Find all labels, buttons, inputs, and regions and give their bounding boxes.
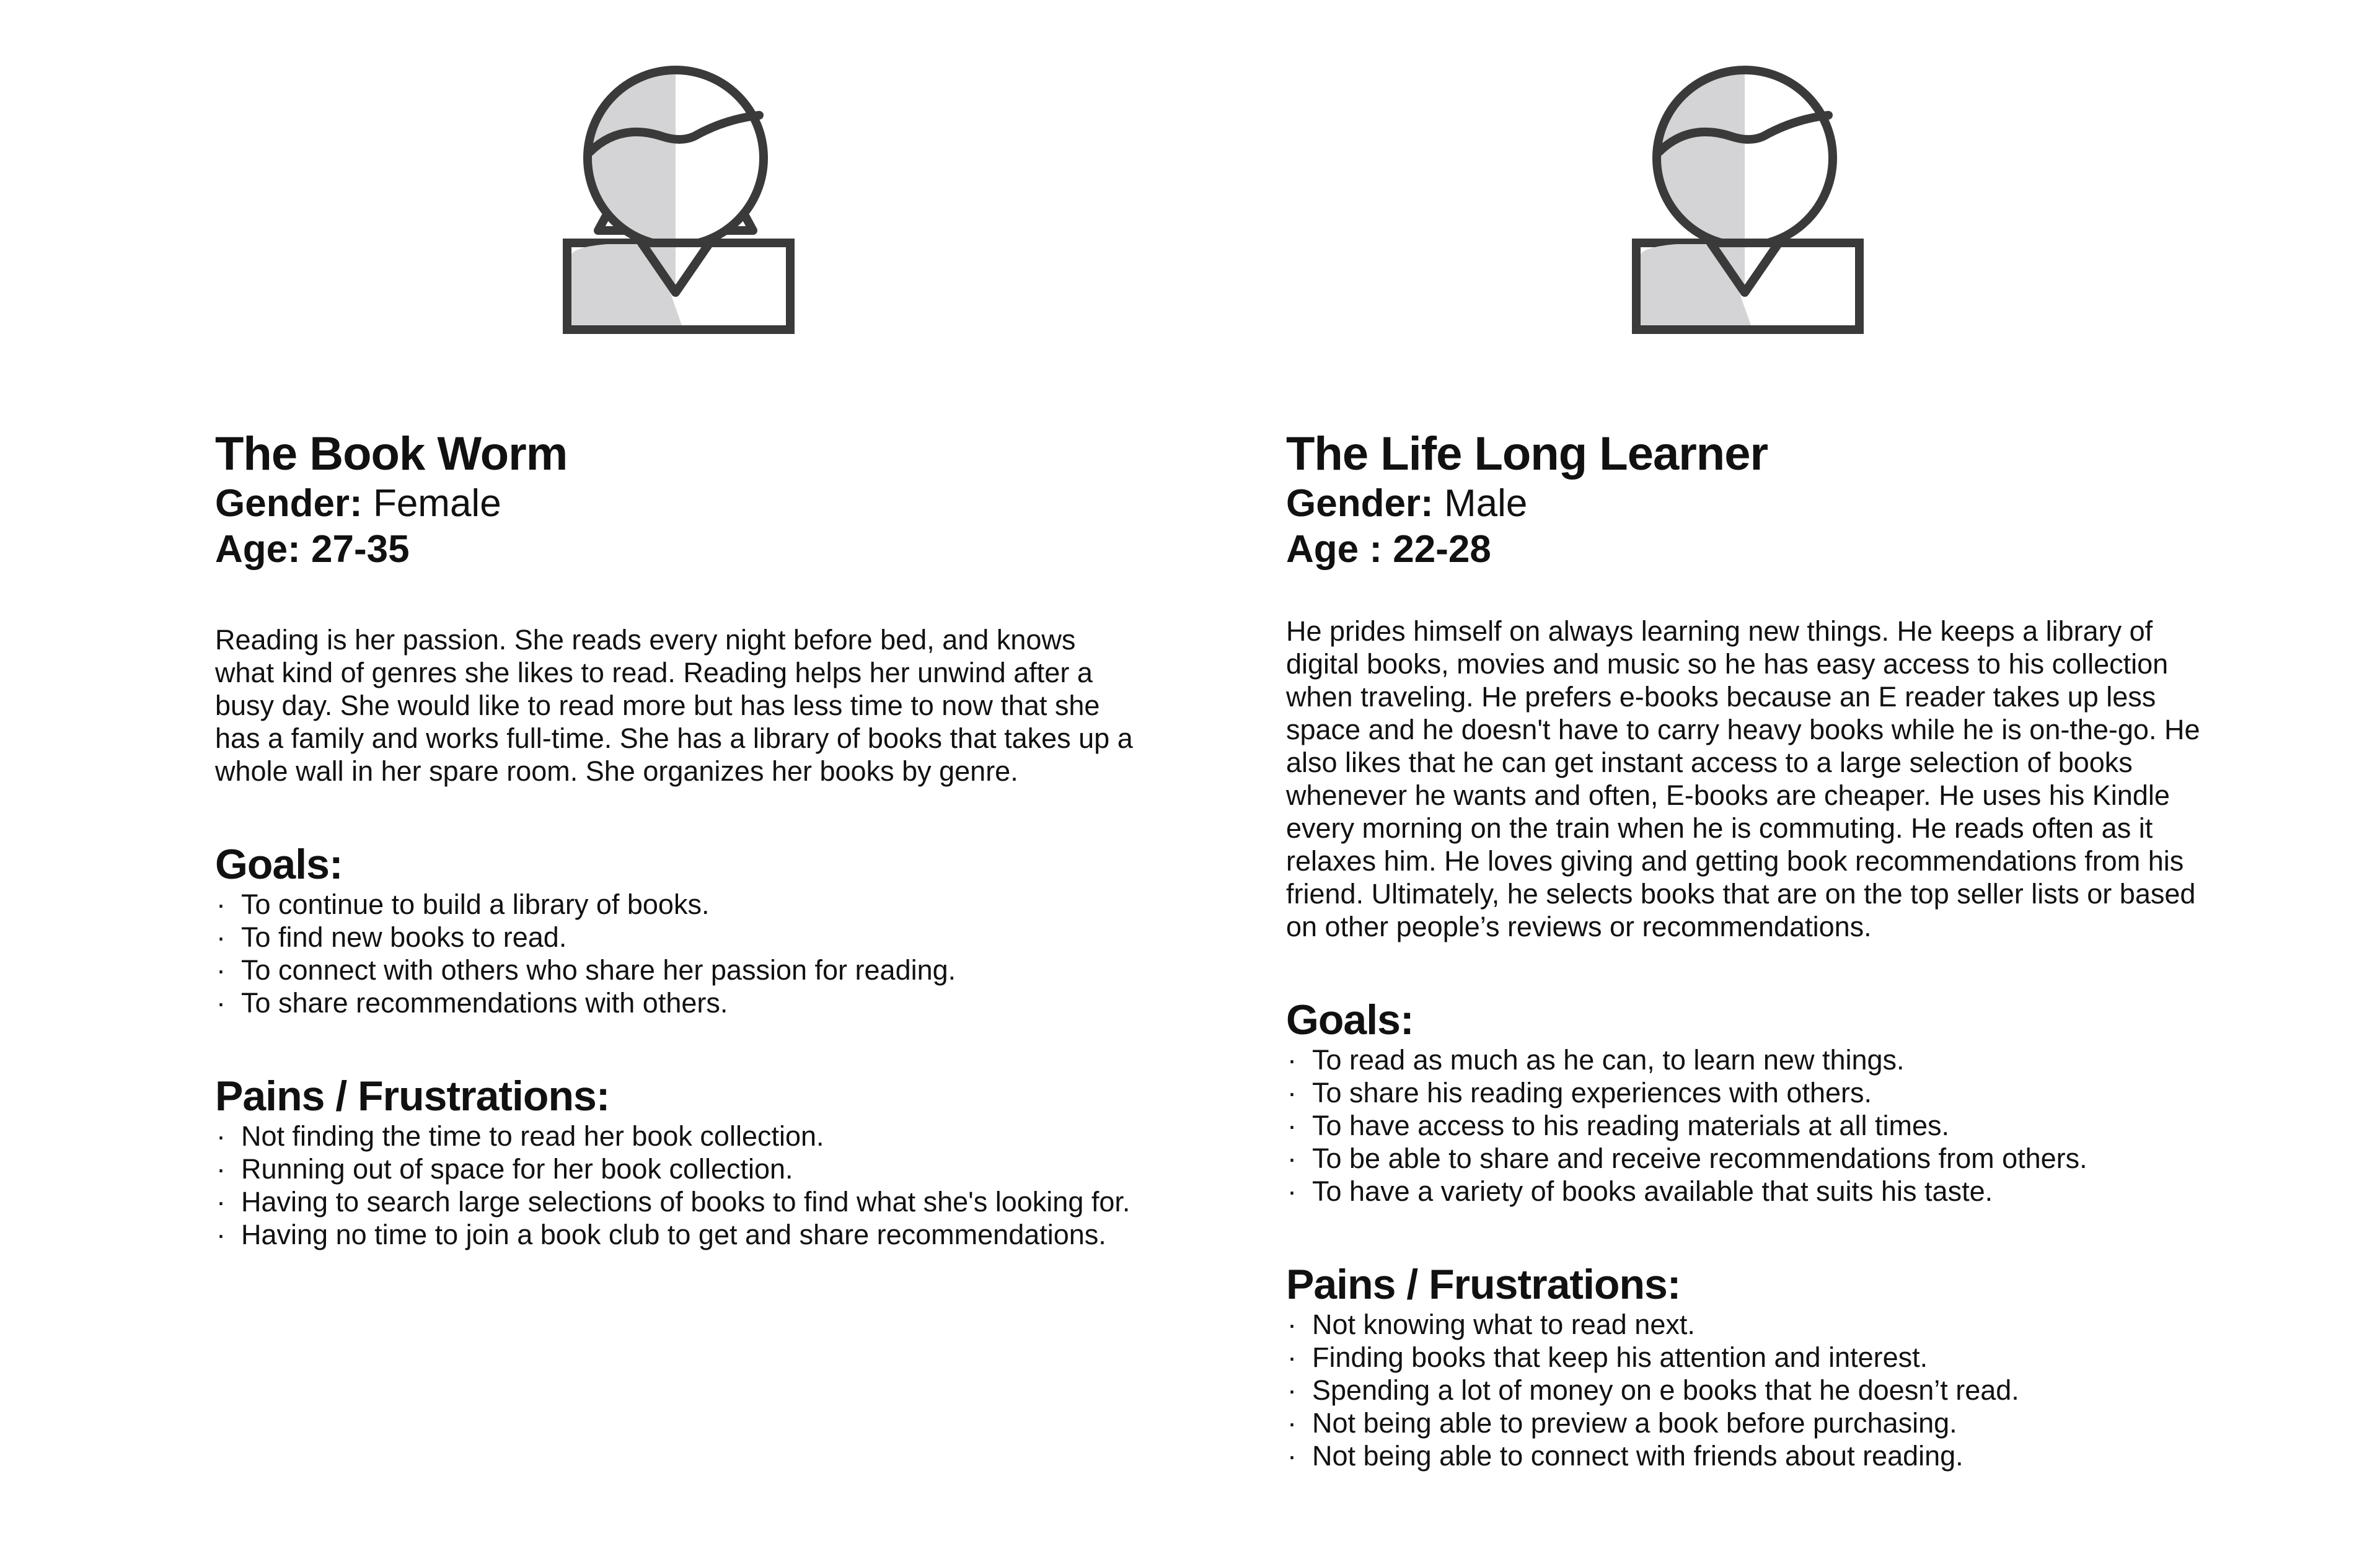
goal-text: To have a variety of books available that suits his taste. bbox=[1312, 1175, 1993, 1207]
list-item bbox=[215, 1218, 1146, 1251]
gender-row bbox=[215, 481, 1145, 527]
age-value: 22-28 bbox=[1393, 528, 1491, 571]
persona-name: The Book Worm bbox=[215, 428, 568, 480]
list-item bbox=[1286, 1076, 2217, 1109]
pains-list bbox=[1286, 1308, 2216, 1472]
bullet-icon: · bbox=[216, 1186, 226, 1218]
bullet-icon: · bbox=[1287, 1309, 1297, 1340]
bullet-icon: · bbox=[1287, 1077, 1297, 1108]
persona-bio: He prides himself on always learning new things. He keeps a library of digital books, movies and music so he has easy access to his collection when traveling. He prefers e-books because an E reader takes up less space and he doesn't have to carry heavy books while he is on-the-go. He also likes that he can get instant access to a large selection of books whenever he wants and often, E-books are cheaper. He uses his Kindle every morning on the train when he is commuting. He reads often as it relaxes him. He loves giving and getting book recommendations from his friend. Ultimately, he selects books that are on the top seller lists or based on other people’s reviews or recommendations. bbox=[1286, 615, 2200, 942]
pains-list bbox=[215, 1120, 1145, 1251]
persona-bio: Reading is her passion. She reads every night before bed, and knows what kind of genres she likes to read. Reading helps her unwind after a busy day. She would like to read more but has less time to now that she has a family and works full-time. She has a library of books that takes up a whole wall in her spare room. She organizes her books by genre. bbox=[215, 624, 1133, 787]
gender-value: Female bbox=[372, 482, 501, 525]
bullet-icon: · bbox=[1287, 1143, 1297, 1174]
persona-card-book-worm bbox=[0, 0, 1133, 1554]
list-item bbox=[1286, 1043, 2217, 1076]
bullet-icon: · bbox=[1287, 1044, 1297, 1076]
goal-text: To connect with others who share her passion for reading. bbox=[241, 954, 956, 986]
pain-text: Not finding the time to read her book collection. bbox=[241, 1120, 824, 1152]
persona-details bbox=[215, 428, 1145, 1251]
list-item bbox=[215, 921, 1146, 954]
gender-row bbox=[1286, 481, 2216, 527]
list-item bbox=[1286, 1308, 2217, 1341]
age-label: Age : bbox=[1286, 528, 1382, 571]
pains-section bbox=[215, 1073, 1145, 1251]
age-row bbox=[215, 527, 1145, 573]
pains-heading: Pains / Frustrations: bbox=[1286, 1261, 1681, 1308]
bullet-icon: · bbox=[216, 987, 226, 1019]
pain-text: Spending a lot of money on e books that he doesn’t read. bbox=[1312, 1374, 2019, 1406]
list-item bbox=[215, 954, 1146, 986]
pain-text: Having no time to join a book club to get and share recommendations. bbox=[241, 1219, 1106, 1250]
goals-section bbox=[1286, 996, 2216, 1208]
list-item bbox=[215, 1152, 1146, 1185]
persona-details bbox=[1286, 428, 2216, 1472]
bullet-icon: · bbox=[216, 954, 226, 986]
gender-label: Gender: bbox=[215, 482, 363, 525]
list-item bbox=[215, 1185, 1146, 1218]
list-item bbox=[215, 1120, 1146, 1152]
bullet-icon: · bbox=[1287, 1440, 1297, 1472]
goal-text: To read as much as he can, to learn new things. bbox=[1312, 1044, 1905, 1076]
goals-list bbox=[215, 888, 1145, 1019]
bullet-icon: · bbox=[1287, 1110, 1297, 1141]
male-user-icon bbox=[1608, 50, 1881, 341]
list-item bbox=[215, 888, 1146, 921]
goals-heading: Goals: bbox=[1286, 996, 1414, 1043]
goal-text: To continue to build a library of books. bbox=[241, 889, 710, 920]
bullet-icon: · bbox=[1287, 1175, 1297, 1207]
persona-card-life-long-learner bbox=[1075, 0, 2200, 1554]
bullet-icon: · bbox=[1287, 1407, 1297, 1439]
goals-section bbox=[215, 841, 1145, 1019]
list-item bbox=[1286, 1407, 2217, 1439]
goal-text: To be able to share and receive recommendations from others. bbox=[1312, 1143, 2087, 1174]
list-item bbox=[1286, 1439, 2217, 1472]
bullet-icon: · bbox=[216, 889, 226, 920]
female-user-icon bbox=[539, 50, 812, 341]
list-item bbox=[1286, 1175, 2217, 1208]
goal-text: To share recommendations with others. bbox=[241, 987, 728, 1019]
bullet-icon: · bbox=[216, 1153, 226, 1185]
list-item bbox=[1286, 1142, 2217, 1175]
list-item bbox=[1286, 1374, 2217, 1407]
goals-list bbox=[1286, 1043, 2216, 1208]
age-row bbox=[1286, 527, 2216, 573]
goal-text: To have access to his reading materials at all times. bbox=[1312, 1110, 1949, 1141]
pains-section bbox=[1286, 1261, 2216, 1472]
gender-value: Male bbox=[1443, 482, 1528, 525]
bullet-icon: · bbox=[1287, 1374, 1297, 1406]
gender-label: Gender: bbox=[1286, 482, 1434, 525]
age-value: 27-35 bbox=[311, 528, 410, 571]
bullet-icon: · bbox=[1287, 1341, 1297, 1373]
list-item bbox=[1286, 1341, 2217, 1374]
goal-text: To find new books to read. bbox=[241, 921, 567, 953]
pain-text: Finding books that keep his attention and interest. bbox=[1312, 1341, 1928, 1373]
goals-heading: Goals: bbox=[215, 841, 343, 888]
persona-name: The Life Long Learner bbox=[1286, 428, 1768, 480]
pain-text: Having to search large selections of books to find what she's looking for. bbox=[241, 1186, 1130, 1218]
bullet-icon: · bbox=[216, 1219, 226, 1250]
list-item bbox=[1286, 1109, 2217, 1142]
bullet-icon: · bbox=[216, 1120, 226, 1152]
pain-text: Running out of space for her book collection. bbox=[241, 1153, 793, 1185]
list-item bbox=[215, 986, 1146, 1019]
goal-text: To share his reading experiences with others. bbox=[1312, 1077, 1872, 1108]
pain-text: Not being able to connect with friends about reading. bbox=[1312, 1440, 1963, 1472]
bullet-icon: · bbox=[216, 921, 226, 953]
age-label: Age: bbox=[215, 528, 301, 571]
pains-heading: Pains / Frustrations: bbox=[215, 1073, 610, 1120]
pain-text: Not knowing what to read next. bbox=[1312, 1309, 1695, 1340]
pain-text: Not being able to preview a book before purchasing. bbox=[1312, 1407, 1957, 1439]
